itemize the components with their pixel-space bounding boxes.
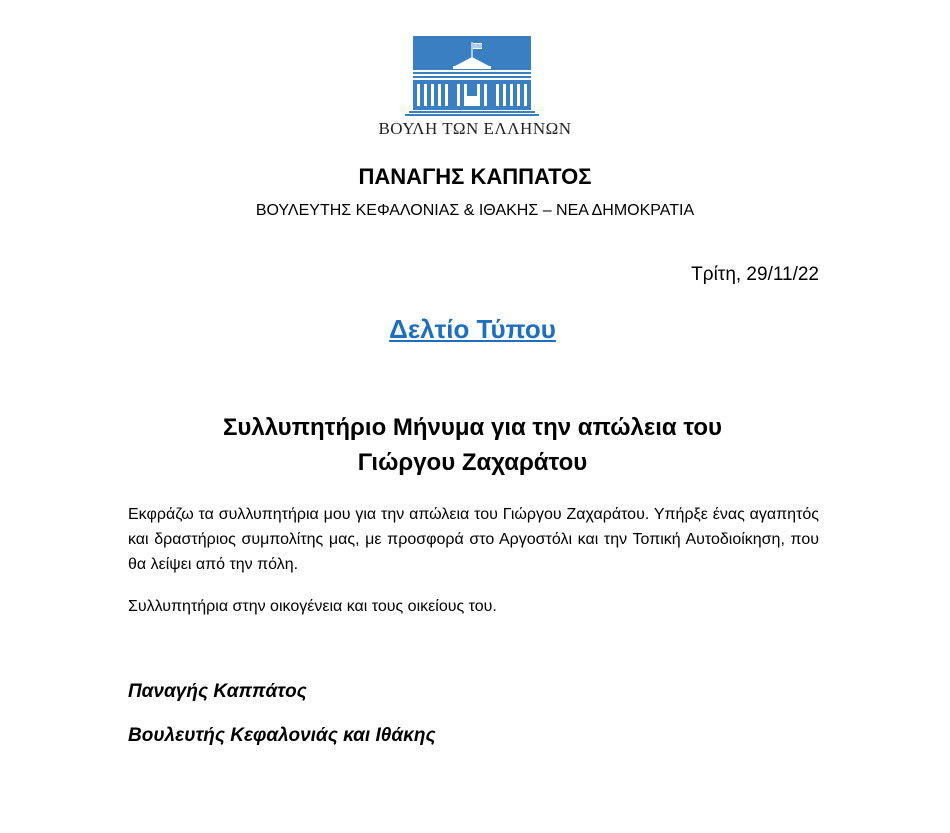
headline (0, 410, 945, 480)
headline-line-2: Γιώργου Ζαχαράτου (357, 449, 588, 476)
body-paragraph-1: Εκφράζω τα συλλυπητήρια μου για την απώλεια του Γιώργου Ζαχαράτου. Υπήρξε ένας αγαπητός και δραστήριος συμπολίτης μας, με προσφορά στο Αργοστόλι και την Τοπική Αυτοδιοίκηση, που θα λείψει από την πόλη. (128, 506, 819, 573)
signature-role: Βουλευτής Κεφαλονιάς και Ιθάκης (128, 725, 436, 746)
body-paragraph-2: Συλλυπητήρια στην οικογένεια και τους οικείους του. (128, 598, 497, 615)
organization-name: ΒΟΥΛΗ ΤΩΝ ΕΛΛΗΝΩΝ (378, 119, 572, 138)
press-release-title: Δελτίο Τύπου (389, 314, 556, 344)
mp-role: ΒΟΥΛΕΥΤΗΣ ΚΕΦΑΛΟΝΙΑΣ & ΙΘΑΚΗΣ – ΝΕΑ ΔΗΜΟΚΡΑΤΙΑ (255, 202, 695, 219)
document-date: Τρίτη, 29/11/22 (691, 264, 819, 285)
parliament-building-icon (405, 36, 539, 116)
signature-name: Παναγής Καππάτος (128, 681, 307, 702)
headline-line-1: Συλλυπητήριο Μήνυμα για την απώλεια του (222, 414, 723, 441)
mp-name: ΠΑΝΑΓΗΣ ΚΑΠΠΑΤΟΣ (358, 164, 592, 189)
